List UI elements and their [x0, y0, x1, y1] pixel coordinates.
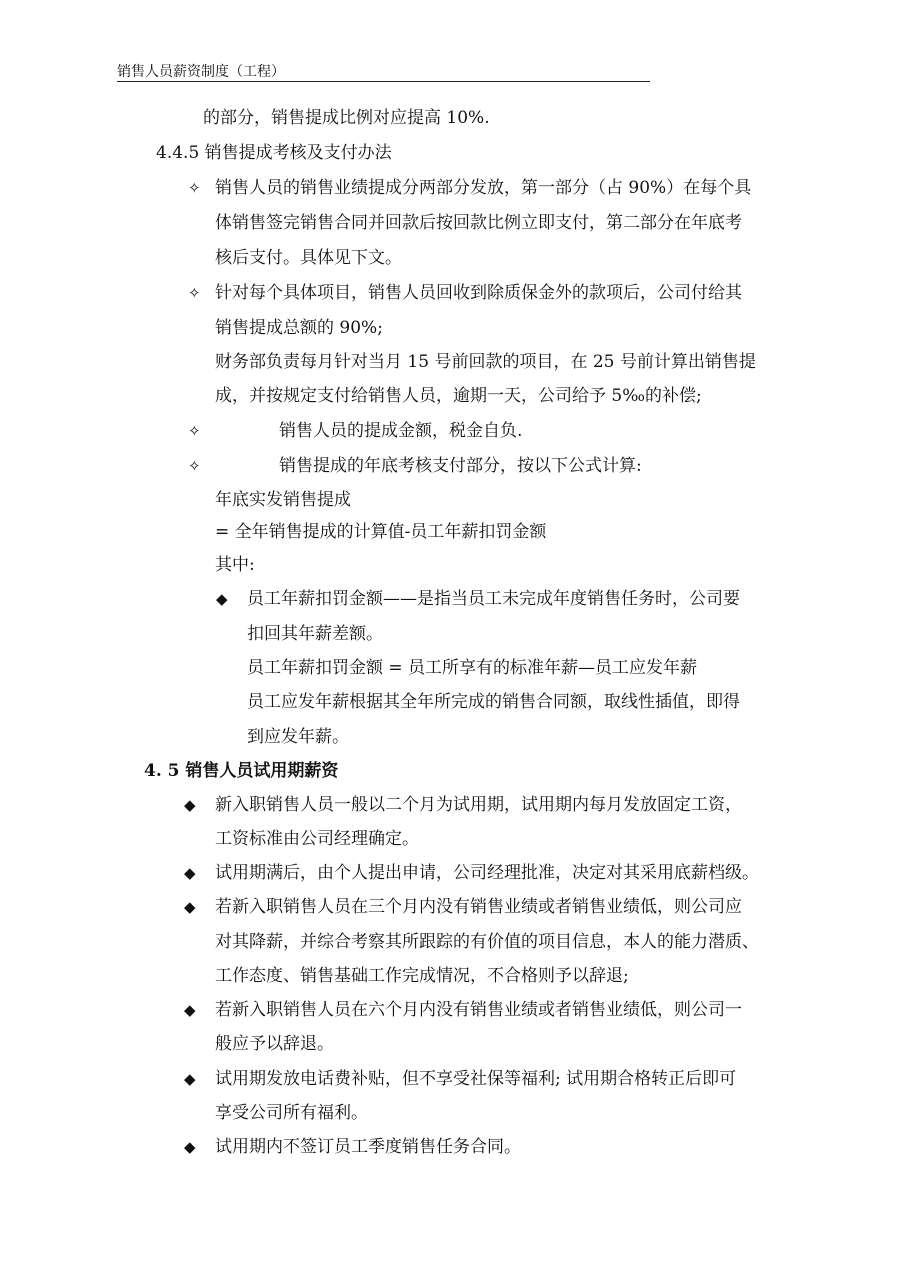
filled-diamond-bullet-icon: ◆ [184, 1070, 196, 1088]
formula-line: = 全年销售提成的计算值-员工年薪扣罚金额 [215, 522, 547, 542]
text-line: 享受公司所有福利。 [215, 1103, 368, 1123]
filled-diamond-bullet-icon: ◆ [184, 796, 196, 814]
text-line: 的部分，销售提成比例对应提高 10%. [203, 108, 490, 128]
text-line: 针对每个具体项目，销售人员回收到除质保金外的款项后，公司付给其 [215, 283, 742, 303]
hollow-diamond-bullet-icon: ✧ [188, 179, 201, 197]
text-line: 试用期满后，由个人提出申请，公司经理批准，决定对其采用底薪档级。 [215, 863, 759, 883]
hollow-diamond-bullet-icon: ✧ [188, 422, 201, 440]
text-line: 工作态度、销售基础工作完成情况，不合格则予以辞退; [215, 966, 629, 986]
text-line: 若新入职销售人员在三个月内没有销售业绩或者销售业绩低，则公司应 [215, 897, 742, 917]
text-line: 体销售签完销售合同并回款后按回款比例立即支付，第二部分在年底考 [215, 213, 742, 233]
section-heading-4-4-5: 4.4.5 销售提成考核及支付办法 [156, 143, 392, 163]
filled-diamond-bullet-icon: ◆ [184, 898, 196, 916]
text-line: 员工年薪扣罚金额——是指当员工未完成年度销售任务时，公司要 [247, 589, 740, 609]
running-header: 销售人员薪资制度（工程） [117, 64, 650, 82]
text-line: 对其降薪，并综合考察其所跟踪的有价值的项目信息，本人的能力潜质、 [215, 932, 759, 952]
text-line: 其中: [215, 555, 255, 575]
text-line: 试用期内不签订员工季度销售任务合同。 [215, 1137, 521, 1157]
formula-line: 员工年薪扣罚金额 = 员工所享有的标准年薪—员工应发年薪 [247, 658, 698, 678]
filled-diamond-bullet-icon: ◆ [184, 1001, 196, 1019]
text-line: 试用期发放电话费补贴，但不享受社保等福利; 试用期合格转正后即可 [215, 1069, 737, 1089]
text-line: 销售人员的提成金额，税金自负. [279, 421, 523, 441]
text-line: 若新入职销售人员在六个月内没有销售业绩或者销售业绩低，则公司一 [215, 1000, 742, 1020]
text-line: 成，并按规定支付给销售人员，逾期一天，公司给予 5‰的补偿; [215, 386, 702, 406]
filled-diamond-bullet-icon: ◆ [216, 590, 228, 608]
text-line: 财务部负责每月针对当月 15 号前回款的项目，在 25 号前计算出销售提 [215, 352, 756, 372]
text-line: 销售提成总额的 90%; [215, 318, 383, 338]
filled-diamond-bullet-icon: ◆ [184, 1138, 196, 1156]
text-line: 般应予以辞退。 [215, 1034, 334, 1054]
text-line: 工资标准由公司经理确定。 [215, 829, 419, 849]
text-line: 员工应发年薪根据其全年所完成的销售合同额，取线性插值，即得 [247, 692, 740, 712]
filled-diamond-bullet-icon: ◆ [184, 864, 196, 882]
text-line: 销售提成的年底考核支付部分，按以下公式计算: [279, 456, 642, 476]
section-heading-4-5: 4. 5 销售人员试用期薪资 [144, 761, 339, 781]
text-line: 新入职销售人员一般以二个月为试用期，试用期内每月发放固定工资， [215, 795, 742, 815]
text-line: 扣回其年薪差额。 [247, 624, 383, 644]
text-line: 到应发年薪。 [247, 727, 349, 747]
hollow-diamond-bullet-icon: ✧ [188, 284, 201, 302]
formula-line: 年底实发销售提成 [215, 490, 351, 510]
text-line: 核后支付。具体见下文。 [215, 248, 402, 268]
hollow-diamond-bullet-icon: ✧ [188, 457, 201, 475]
text-line: 销售人员的销售业绩提成分两部分发放，第一部分（占 90%）在每个具 [215, 178, 752, 198]
